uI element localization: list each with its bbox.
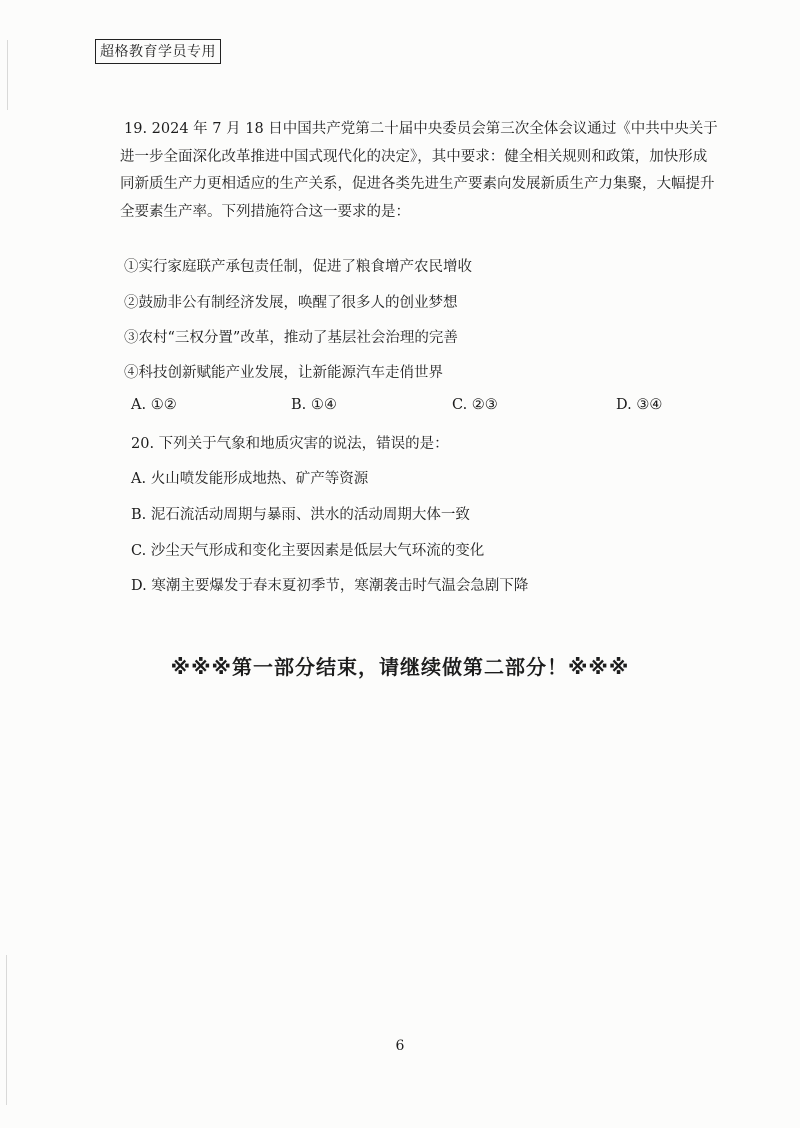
question-19-stem xyxy=(120,116,734,226)
q20-option-b: B. 泥石流活动周期与暴雨、洪水的活动周期大体一致 xyxy=(131,507,470,523)
section-end-banner: ※※※第一部分结束，请继续做第二部分！※※※ xyxy=(170,655,630,679)
choice-d: D. ③④ xyxy=(616,397,663,413)
q20-option-a: A. 火山喷发能形成地热、矿产等资源 xyxy=(131,471,369,487)
statement-4: ④科技创新赋能产业发展，让新能源汽车走俏世界 xyxy=(124,365,443,381)
statement-1: ①实行家庭联产承包责任制，促进了粮食增产农民增收 xyxy=(124,259,472,275)
q19-line-1: 19. 2024 年 7 月 18 日中国共产党第二十届中央委员会第三次全体会议通过《中共中央关于 xyxy=(124,121,718,137)
statement-3: ③农村“三权分置”改革，推动了基层社会治理的完善 xyxy=(124,330,458,346)
scan-edge-mark xyxy=(6,955,7,1105)
choice-b: B. ①④ xyxy=(291,397,337,413)
q20-option-d: D. 寒潮主要爆发于春末夏初季节，寒潮袭击时气温会急剧下降 xyxy=(131,578,529,594)
question-20-stem: 20. 下列关于气象和地质灾害的说法，错误的是： xyxy=(131,436,449,452)
owner-stamp: 超格教育学员专用 xyxy=(95,39,221,64)
choice-a: A. ①② xyxy=(131,397,177,413)
scan-edge-mark xyxy=(7,40,8,110)
q20-option-c: C. 沙尘天气形成和变化主要因素是低层大气环流的变化 xyxy=(131,543,485,559)
q19-line-4: 全要素生产率。下列措施符合这一要求的是： xyxy=(120,203,410,220)
q19-line-2: 进一步全面深化改革推进中国式现代化的决定》，其中要求：健全相关规则和政策，加快形成 xyxy=(120,148,708,165)
choice-c: C. ②③ xyxy=(452,397,498,413)
page-number: 6 xyxy=(395,1038,405,1054)
statement-2: ②鼓励非公有制经济发展，唤醒了很多人的创业梦想 xyxy=(124,295,458,311)
q19-line-3: 同新质生产力更相适应的生产关系，促进各类先进生产要素向发展新质生产力集聚，大幅提升 xyxy=(120,176,715,192)
question-19-choices xyxy=(131,397,721,419)
